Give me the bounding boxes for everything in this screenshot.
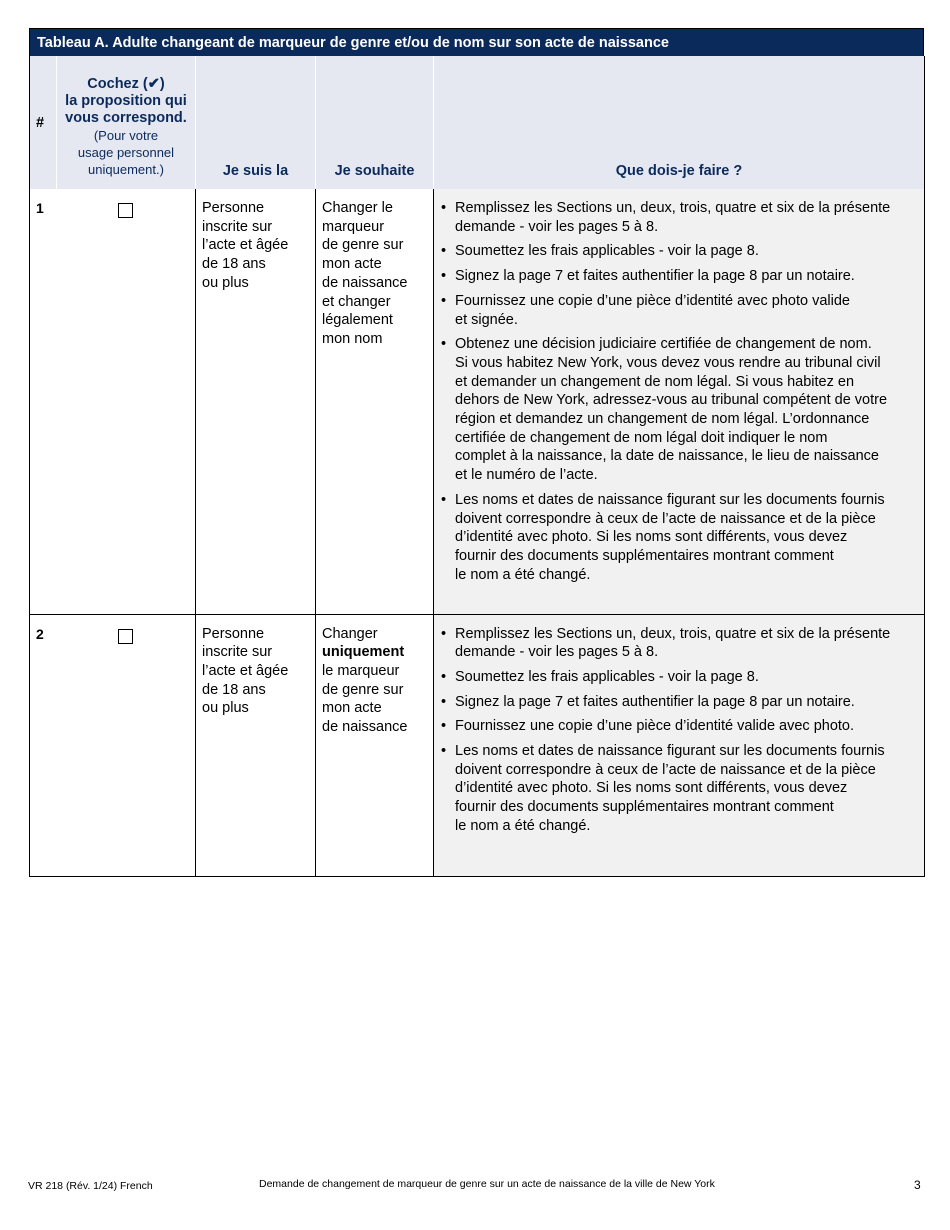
que-faire-cell — [434, 189, 925, 614]
instruction-item — [441, 292, 916, 329]
instruction-line: • Obtenez une décision judiciaire certifiée de changement de nom. — [455, 336, 872, 353]
instruction-line: le nom a été changé. — [455, 817, 591, 834]
instruction-line: dehors de New York, adressez-vous au tribunal compétent de votre — [455, 392, 888, 409]
table-title: Tableau A. Adulte changeant de marqueur de genre et/ou de nom sur son acte de naissance — [29, 28, 924, 56]
row-number: 2 — [30, 614, 57, 876]
instruction-item — [441, 693, 916, 712]
instruction-line: • Fournissez une copie d’une pièce d’identité avec photo valide — [455, 292, 850, 309]
je-souhaite-line: de genre sur — [322, 681, 404, 698]
je-souhaite-cell — [316, 189, 434, 614]
je-suis-line: de 18 ans — [202, 256, 266, 273]
instruction-item — [441, 625, 916, 662]
instruction-item — [441, 335, 916, 485]
instruction-item — [441, 242, 916, 261]
instruction-line: • Soumettez les frais applicables - voir la page 8. — [455, 668, 759, 685]
header-check-line: Cochez (✔) — [87, 76, 165, 92]
je-souhaite-line: marqueur — [322, 218, 385, 235]
row-number: 1 — [30, 189, 57, 614]
instruction-item — [441, 199, 916, 236]
je-suis-line: inscrite sur — [202, 644, 273, 661]
je-souhaite-line: Changer — [322, 625, 378, 642]
instruction-line: d’identité avec photo. Si les noms sont différents, vous devez — [455, 529, 848, 546]
header-que-faire: Que dois-je faire ? — [434, 56, 925, 189]
instruction-line: doivent correspondre à ceux de l’acte de naissance et de la pièce — [455, 510, 876, 527]
row-2-checkbox[interactable] — [118, 629, 133, 644]
instruction-line: • Fournissez une copie d’une pièce d’identité valide avec photo. — [455, 718, 855, 735]
instruction-line: • Soumettez les frais applicables - voir la page 8. — [455, 243, 759, 260]
row-check-cell — [57, 614, 196, 876]
gender-marker-table — [29, 28, 924, 877]
instruction-line: doivent correspondre à ceux de l’acte de naissance et de la pièce — [455, 761, 876, 778]
je-souhaite-emphasis: uniquement — [322, 644, 405, 661]
requirements-table — [29, 56, 925, 877]
je-suis-line: Personne — [202, 625, 265, 642]
instruction-line: Si vous habitez New York, vous devez vous rendre au tribunal civil — [455, 354, 881, 371]
je-suis-line: ou plus — [202, 700, 249, 717]
instruction-line: fournir des documents supplémentaires montrant comment — [455, 799, 834, 816]
je-suis-cell — [196, 189, 316, 614]
instruction-line: et signée. — [455, 311, 518, 328]
document-title: Demande de changement de marqueur de genre sur un acte de naissance de la ville de New York — [259, 1178, 715, 1190]
instruction-line: demande - voir les pages 5 à 8. — [455, 218, 659, 235]
instruction-line: demande - voir les pages 5 à 8. — [455, 644, 659, 661]
instruction-line: le nom a été changé. — [455, 566, 591, 583]
instructions-list — [441, 199, 916, 584]
instruction-line: complet à la naissance, la date de naissance, le lieu de naissance — [455, 448, 879, 465]
header-check-note: uniquement.) — [88, 162, 164, 177]
je-souhaite-line: de naissance — [322, 719, 408, 736]
instruction-item — [441, 267, 916, 286]
table-row — [30, 614, 925, 876]
instruction-line: région et demandez un changement de nom légal. L’ordonnance — [455, 411, 870, 428]
instruction-line: certifiée de changement de nom légal doit indiquer le nom — [455, 429, 828, 446]
instruction-line: et le numéro de l’acte. — [455, 467, 598, 484]
je-suis-line: Personne — [202, 200, 265, 216]
je-suis-line: ou plus — [202, 274, 249, 291]
instruction-line: • Remplissez les Sections un, deux, trois, quatre et six de la présente — [455, 625, 891, 642]
row-1-checkbox[interactable] — [118, 203, 133, 218]
header-check-note: (Pour votre — [93, 128, 159, 143]
instruction-item — [441, 491, 916, 585]
je-souhaite-line: Changer le — [322, 200, 393, 216]
instruction-item — [441, 717, 916, 736]
instruction-line: fournir des documents supplémentaires montrant comment — [455, 547, 834, 564]
header-check-line: vous correspond. — [65, 110, 187, 126]
je-souhaite-line: mon acte — [322, 256, 382, 273]
je-souhaite-cell — [316, 614, 434, 876]
instruction-line: et demander un changement de nom légal. Si vous habitez en — [455, 373, 855, 390]
que-faire-cell — [434, 614, 925, 876]
je-souhaite-line: de naissance — [322, 274, 408, 291]
je-souhaite-line: et changer — [322, 293, 391, 310]
instruction-item — [441, 668, 916, 687]
row-check-cell — [57, 189, 196, 614]
instruction-item — [441, 742, 916, 836]
instruction-line: • Les noms et dates de naissance figurant sur les documents fournis — [455, 743, 885, 760]
header-je-suis: Je suis la — [196, 56, 316, 189]
header-num: # — [30, 56, 57, 189]
je-suis-line: l’acte et âgée — [202, 662, 289, 679]
instruction-line: • Signez la page 7 et faites authentifier la page 8 par un notaire. — [455, 268, 855, 285]
je-suis-line: inscrite sur — [202, 218, 273, 235]
form-id: VR 218 (Rév. 1/24) French — [28, 1180, 153, 1192]
je-souhaite-line: le marqueur — [322, 662, 400, 679]
je-souhaite-line: de genre sur — [322, 237, 404, 254]
je-souhaite-line: mon acte — [322, 700, 382, 717]
instructions-list — [441, 625, 916, 836]
je-suis-line: de 18 ans — [202, 681, 266, 698]
header-check — [57, 56, 196, 189]
header-je-souhaite: Je souhaite — [316, 56, 434, 189]
instruction-line: • Remplissez les Sections un, deux, trois, quatre et six de la présente — [455, 200, 891, 216]
page-number: 3 — [914, 1178, 921, 1192]
instruction-line: d’identité avec photo. Si les noms sont différents, vous devez — [455, 780, 848, 797]
instruction-line: • Signez la page 7 et faites authentifier la page 8 par un notaire. — [455, 693, 855, 710]
instruction-line: • Les noms et dates de naissance figurant sur les documents fournis — [455, 491, 885, 508]
header-row — [30, 56, 925, 189]
header-check-note: usage personnel — [77, 145, 175, 160]
header-check-line: la proposition qui — [65, 93, 187, 109]
table-row — [30, 189, 925, 614]
je-suis-cell — [196, 614, 316, 876]
je-souhaite-line: mon nom — [322, 330, 383, 347]
je-souhaite-line: légalement — [322, 312, 393, 329]
je-suis-line: l’acte et âgée — [202, 237, 289, 254]
